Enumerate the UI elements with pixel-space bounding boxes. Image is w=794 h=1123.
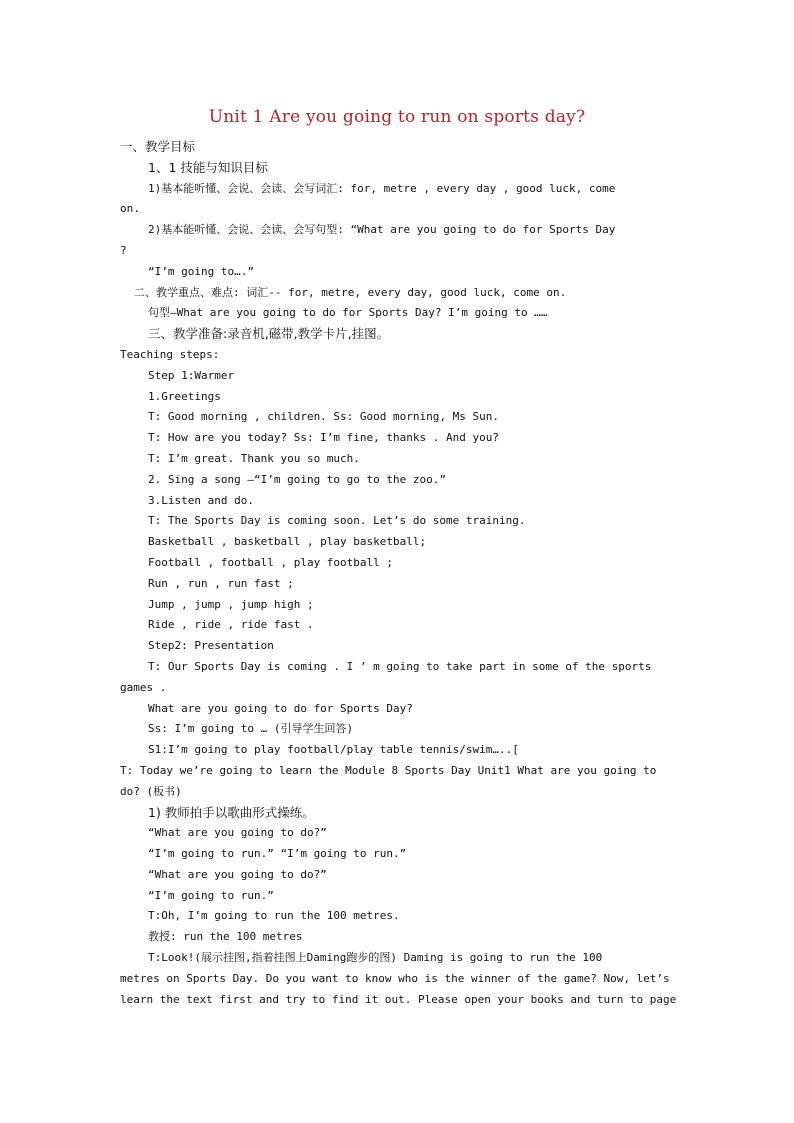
text-line: on.: [120, 202, 140, 216]
text-line: 2. Sing a song –“I’m going to go to the zoo.”: [148, 472, 447, 486]
text-line: 2)基本能听懂、会说、会读、会写句型: “What are you going to do for Sports Day: [148, 223, 616, 237]
text-line: 二、教学重点、难点: 词汇-- for, metre, every day, good luck, come on.: [134, 285, 567, 299]
text-line: “What are you going to do?”: [148, 826, 327, 840]
text-line: 1)基本能听懂、会说、会读、会写词汇: for, metre , every day , good luck, come: [148, 181, 616, 195]
text-line: “I’m going to run.” “I’m going to run.”: [148, 847, 407, 861]
text-line: learn the text first and try to find it out. Please open your books and turn to page: [120, 992, 676, 1006]
text-line: ?: [120, 243, 127, 257]
text-line: T: Good morning , children. Ss: Good morning, Ms Sun.: [148, 410, 499, 424]
text-line: “I’m going to….”: [148, 264, 254, 278]
text-line: T: I’m great. Thank you so much.: [148, 451, 360, 465]
text-line: What are you going to do for Sports Day?: [148, 701, 413, 715]
text-line: Jump , jump , jump high ;: [148, 597, 314, 611]
document-title: Unit 1 Are you going to run on sports day?: [208, 107, 586, 127]
text-line: do? (板书): [120, 784, 182, 798]
text-line: T: Our Sports Day is coming . I ’ m going to take part in some of the sports: [148, 659, 652, 673]
document-body: [120, 137, 676, 1010]
text-line: games .: [120, 680, 167, 694]
text-line: T:Oh, I’m going to run the 100 metres.: [148, 909, 400, 923]
text-line: Teaching steps:: [120, 347, 220, 361]
text-line: Football , football , play football ;: [148, 555, 394, 569]
text-line: Step 1:Warmer: [148, 368, 235, 382]
text-line: 1、1 技能与知识目标: [148, 159, 268, 175]
text-line: T: How are you today? Ss: I’m fine, thanks . And you?: [148, 431, 499, 445]
text-line: Basketball , basketball , play basketball;: [148, 535, 427, 549]
text-line: T: Today we’re going to learn the Module 8 Sports Day Unit1 What are you going to: [120, 763, 657, 777]
text-line: “I’m going to run.”: [148, 888, 274, 902]
text-line: 一、教学目标: [120, 139, 196, 154]
text-line: 1.Greetings: [148, 389, 221, 403]
text-line: 教授: run the 100 metres: [148, 930, 303, 944]
text-line: T:Look!(展示挂图,指着挂图上Daming跑步的图) Daming is going to run the 100: [148, 951, 603, 965]
text-line: S1:I’m going to play football/play table tennis/swim…..[: [148, 743, 519, 757]
text-line: 句型—What are you going to do for Sports Day? I’m going to ……: [148, 306, 548, 320]
text-line: 三、教学准备:录音机,磁带,教学卡片,挂图。: [148, 326, 390, 342]
text-line: Ss: I’m going to … (引导学生回答): [148, 722, 354, 736]
text-line: 3.Listen and do.: [148, 493, 254, 507]
text-line: metres on Sports Day. Do you want to know who is the winner of the game? Now, let’s: [120, 971, 670, 985]
text-line: Step2: Presentation: [148, 639, 274, 653]
text-line: “What are you going to do?”: [148, 867, 327, 881]
text-line: Ride , ride , ride fast .: [148, 618, 314, 632]
text-line: T: The Sports Day is coming soon. Let’s do some training.: [148, 514, 526, 528]
text-line: 1) 教师拍手以歌曲形式操练。: [148, 804, 315, 820]
text-line: Run , run , run fast ;: [148, 576, 294, 590]
